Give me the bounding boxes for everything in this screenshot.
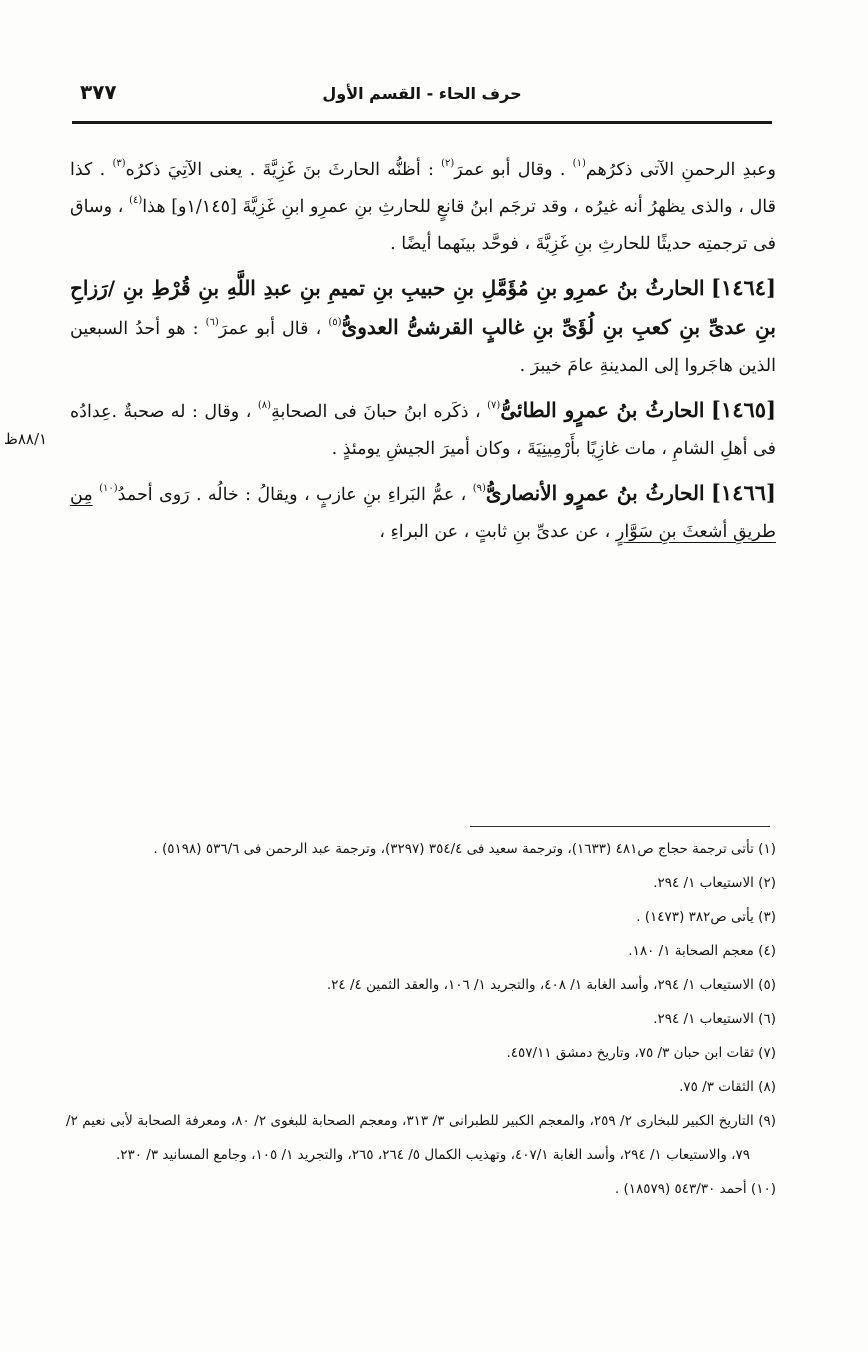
footnote-ref-7: (٧) — [487, 400, 501, 411]
page-header — [72, 80, 772, 114]
entry-text: ، ذكَره ابنُ حبانَ فى الصحابةِ — [271, 402, 481, 422]
entry-text: ، قال أبو عمرَ — [218, 319, 322, 339]
entry-number: [١٤٦٥] — [711, 397, 776, 422]
footnote-ref-3: (٣) — [112, 158, 126, 169]
footnote-ref-5: (٥) — [328, 317, 342, 328]
header-rule — [72, 121, 772, 124]
footnotes — [66, 832, 776, 1206]
footnote-ref-4: (٤) — [129, 195, 143, 206]
intro-text-1: وعبدِ الرحمنِ الآتى ذكرُهم — [585, 160, 776, 180]
entry-name: الحارثُ بنُ عمرِو بنِ مُؤَمَّلِ بنِ حبيبِ بنِ تميمِ بنِ عبدِ اللَّهِ بنِ قُرْطِ بنِ /رَزاحِ بنِ عدىِّ بنِ كعبِ بنِ لُؤَىِّ بنِ غالبٍ القرشىُّ العدوىُّ — [70, 276, 776, 339]
entry-text: ، عن عدىِّ بنِ ثابتٍ ، عن البراءِ ، — [379, 522, 611, 542]
entry-1465 — [70, 391, 776, 468]
footnote-ref-9: (٩) — [472, 483, 486, 494]
footnote-ref-6: (٦) — [205, 317, 219, 328]
intro-text-2: . وقال أبو عمرَ — [454, 160, 566, 180]
entry-name: الحارثُ بنُ عمرٍو الأنصارىُّ — [485, 481, 705, 505]
intro-paragraph — [70, 152, 776, 263]
footnote-ref-1: (١) — [572, 158, 586, 169]
entry-1466 — [70, 474, 776, 551]
footnote-3: (٣) يأتى ص٣٨٢ (١٤٧٣) . — [636, 909, 776, 925]
footnote-ref-8: (٨) — [257, 400, 272, 411]
footnote-ref-2: (٢) — [441, 158, 455, 169]
footnote-8: (٨) الثقات ٣/ ٧٥. — [679, 1079, 776, 1095]
footnote-10: (١٠) أحمد ٥٤٣/٣٠ (١٨٥٧٩) . — [614, 1181, 776, 1197]
footnote-1: (١) تأتى ترجمة حجاج ص٤٨١ (١٦٣٣)، وترجمة سعيد فى ٣٥٤/٤ (٣٢٩٧)، وترجمة عبد الرحمن فى ٥٣٦/٦ (٥١٩٨) . — [153, 841, 776, 857]
main-text — [70, 152, 776, 557]
intro-text-4: . كذا قال ، والذى يظهرُ أنه غيرُه ، وقد ترجَم ابنُ قانعٍ للحارثِ بنِ عمرِو ابنِ غَزِيَّةَ [١/١٤٥و] هذا — [70, 160, 776, 217]
footnote-rule — [470, 826, 770, 827]
entry-text: ، عمُّ البَراءِ بنِ عازبٍ ، ويقالُ : خالُه . رَوى أحمدُ — [117, 485, 467, 505]
entry-text: : هو أحدُ السبعين الذين هاجَروا إلى المدينةِ عامَ خيبرَ . — [70, 319, 776, 376]
intro-text-5: ، وساق فى ترجمتِه حديثًا للحارثِ بنِ غَزِيَّةَ ، فوحَّد بينَهما أيضًا . — [70, 197, 776, 254]
underlined-chain: مِن طريقِ أشعثَ بنِ سَوَّارٍ — [70, 485, 776, 542]
footnote-9: (٩) التاريخ الكبير للبخارى ٢/ ٢٥٩، والمعجم الكبير للطبرانى ٣/ ٣١٣، ومعجم الصحابة للبغوى ٢/ ٨٠، ومعرفة الصحابة لأبى نعيم ٢/ ٧٩، والاستيعاب ١/ ٢٩٤، وأسد الغابة ٤٠٧/١، وتهذيب الكمال ٥/ ٢٦٤، ٢٦٥، والتجريد ١/ ١٠٥، وجامع المسانيد ٣/ ٢٣٠. — [66, 1113, 777, 1163]
footnote-4: (٤) معجم الصحابة ١/ ١٨٠. — [628, 943, 776, 959]
footnote-2: (٢) الاستيعاب ١/ ٢٩٤. — [653, 875, 776, 891]
entry-1464 — [70, 269, 776, 385]
entry-number: [١٤٦٤] — [711, 275, 776, 300]
entry-name: الحارثُ بنُ عمرٍو الطائىُّ — [500, 398, 705, 422]
margin-folio-reference: ٨٨/١ظ — [4, 430, 48, 448]
entry-number: [١٤٦٦] — [710, 480, 776, 505]
footnote-5: (٥) الاستيعاب ١/ ٢٩٤، وأسد الغابة ١/ ٤٠٨، والتجريد ١/ ١٠٦، والعقد الثمين ٤/ ٢٤. — [326, 977, 776, 993]
intro-text-3: : أظنُّه الحارثَ بنَ غَزِيَّةَ . يعنى الآتِيَ ذكرُه — [125, 160, 434, 180]
entry-text: ، وقال : له صحبةٌ .عِدادُه فى أهلِ الشامِ ، مات غازِيًا بأَرْمِينِيَةَ ، وكان أميرَ الجيشِ يومئذٍ . — [70, 402, 776, 459]
page-number: ٣٧٧ — [80, 80, 117, 104]
footnote-7: (٧) ثقات ابن حبان ٣/ ٧٥، وتاريخ دمشق ٤٥٧/١١. — [506, 1045, 776, 1061]
footnote-ref-10: (١٠) — [99, 483, 118, 494]
running-title: حرف الحاء - القسم الأول — [322, 84, 522, 103]
footnote-6: (٦) الاستيعاب ١/ ٢٩٤. — [653, 1011, 776, 1027]
